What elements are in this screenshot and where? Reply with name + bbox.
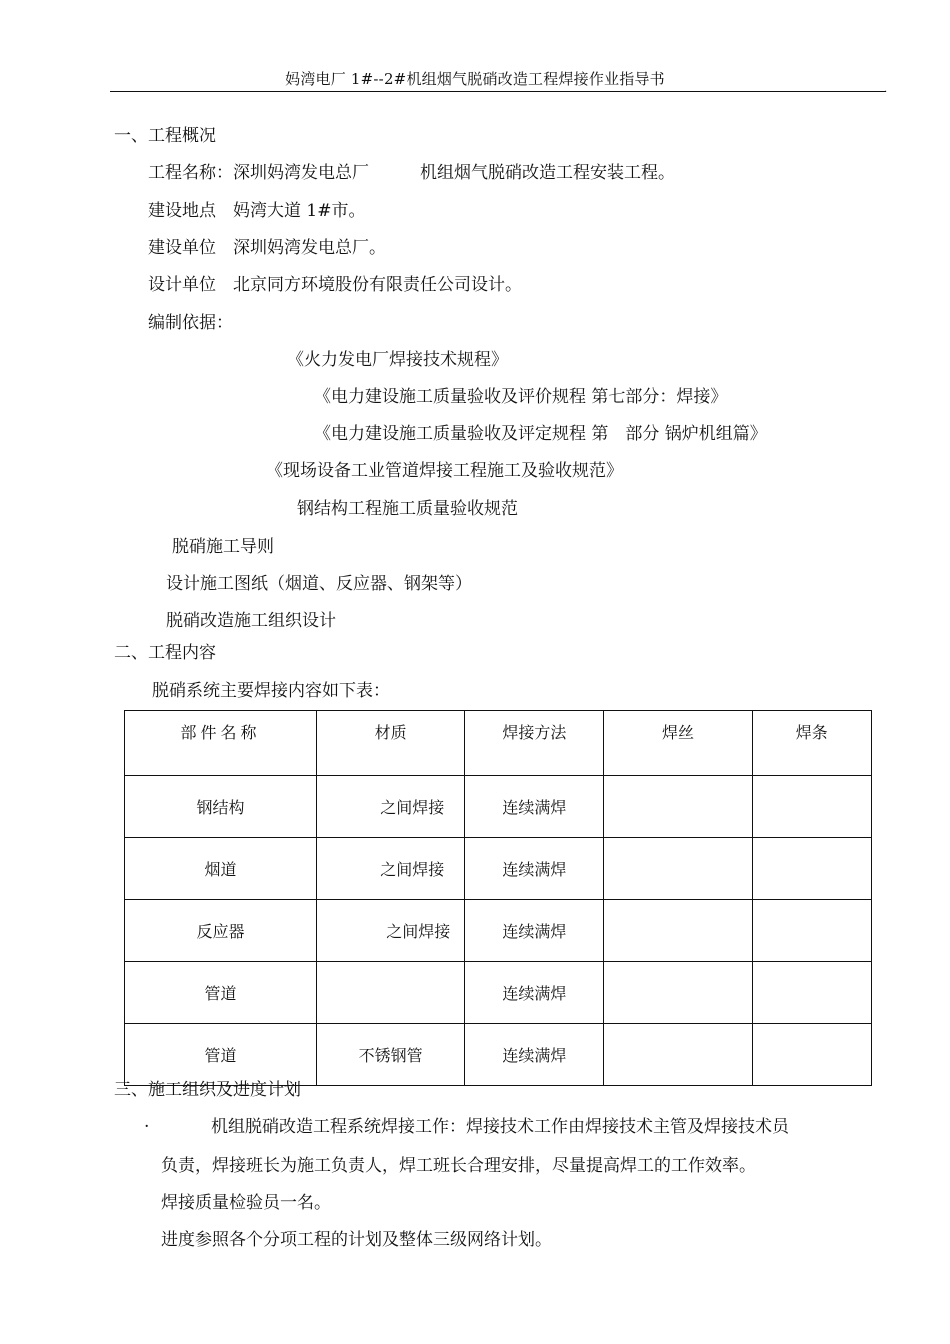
basis-label: 编制依据： <box>148 313 233 333</box>
basis-item: 钢结构工程施工质量验收规范 <box>297 499 518 519</box>
table-cell: 反应器 <box>125 900 317 962</box>
paragraph-line: 机组脱硝改造工程系统焊接工作：焊接技术工作由焊接技术主管及焊接技术员 <box>211 1117 789 1137</box>
basis-item: 《现场设备工业管道焊接工程施工及验收规范》 <box>266 461 623 481</box>
table-cell: 之间焊接 <box>316 776 464 838</box>
table-cell: 连续满焊 <box>465 900 604 962</box>
table-cell: 连续满焊 <box>465 962 604 1024</box>
table-cell <box>752 776 871 838</box>
designer-line: 设计单位 北京同方环境股份有限责任公司设计。 <box>148 275 522 295</box>
site-line: 建设地点 妈湾大道 1#市。 <box>148 201 366 221</box>
table-cell: 钢结构 <box>125 776 317 838</box>
basis-item: 《电力建设施工质量验收及评定规程 第 部分 锅炉机组篇》 <box>314 424 767 444</box>
table-cell <box>752 1024 871 1086</box>
table-cell <box>604 776 752 838</box>
column-header-part-name: 部件名称 <box>125 711 317 776</box>
section-3-heading: 三、施工组织及进度计划 <box>114 1080 301 1100</box>
table-cell <box>752 900 871 962</box>
table-cell: 不锈钢管 <box>316 1024 464 1086</box>
table-row <box>125 838 872 900</box>
table-cell: 之间焊接 <box>316 900 464 962</box>
paragraph-line: 负责，焊接班长为施工负责人，焊工班长合理安排，尽量提高焊工的工作效率。 <box>161 1156 756 1176</box>
column-header-welding-wire: 焊丝 <box>604 711 752 776</box>
paragraph-line: 进度参照各个分项工程的计划及整体三级网络计划。 <box>161 1230 552 1250</box>
section-1-heading: 一、工程概况 <box>114 126 216 146</box>
table-cell: 烟道 <box>125 838 317 900</box>
table-cell: 之间焊接 <box>316 838 464 900</box>
column-header-electrode: 焊条 <box>752 711 871 776</box>
table-cell <box>752 838 871 900</box>
table-cell <box>316 962 464 1024</box>
table-cell <box>752 962 871 1024</box>
table-row <box>125 900 872 962</box>
basis-item: 《电力建设施工质量验收及评价规程 第七部分：焊接》 <box>314 387 728 407</box>
owner-line: 建设单位 深圳妈湾发电总厂。 <box>148 238 386 258</box>
paragraph-line: 焊接质量检验员一名。 <box>161 1193 331 1213</box>
basis-item: 《火力发电厂焊接技术规程》 <box>287 350 508 370</box>
table-header-row <box>125 711 872 776</box>
table-cell: 管道 <box>125 962 317 1024</box>
table-cell <box>604 838 752 900</box>
table-cell: 连续满焊 <box>465 1024 604 1086</box>
section-2-heading: 二、工程内容 <box>114 643 216 663</box>
column-header-material: 材质 <box>316 711 464 776</box>
table-cell <box>604 1024 752 1086</box>
welding-content-table <box>124 710 872 1086</box>
table-cell <box>604 962 752 1024</box>
basis-item: 脱硝改造施工组织设计 <box>166 611 336 631</box>
table-cell: 连续满焊 <box>465 838 604 900</box>
header-rule <box>110 91 886 92</box>
table-cell: 管道 <box>125 1024 317 1086</box>
table-cell: 连续满焊 <box>465 776 604 838</box>
basis-item: 设计施工图纸（烟道、反应器、钢架等） <box>166 574 472 594</box>
header-mark: . <box>884 84 888 95</box>
table-intro: 脱硝系统主要焊接内容如下表： <box>152 681 390 701</box>
project-name-line: 工程名称：深圳妈湾发电总厂 机组烟气脱硝改造工程安装工程。 <box>148 163 675 183</box>
table-cell <box>604 900 752 962</box>
document-header-title: 妈湾电厂 1#--2#机组烟气脱硝改造工程焊接作业指导书 <box>285 70 665 88</box>
table-row <box>125 776 872 838</box>
basis-item: 脱硝施工导则 <box>172 537 274 557</box>
table-row <box>125 962 872 1024</box>
paragraph-bullet: . <box>144 1112 150 1132</box>
column-header-welding-method: 焊接方法 <box>465 711 604 776</box>
